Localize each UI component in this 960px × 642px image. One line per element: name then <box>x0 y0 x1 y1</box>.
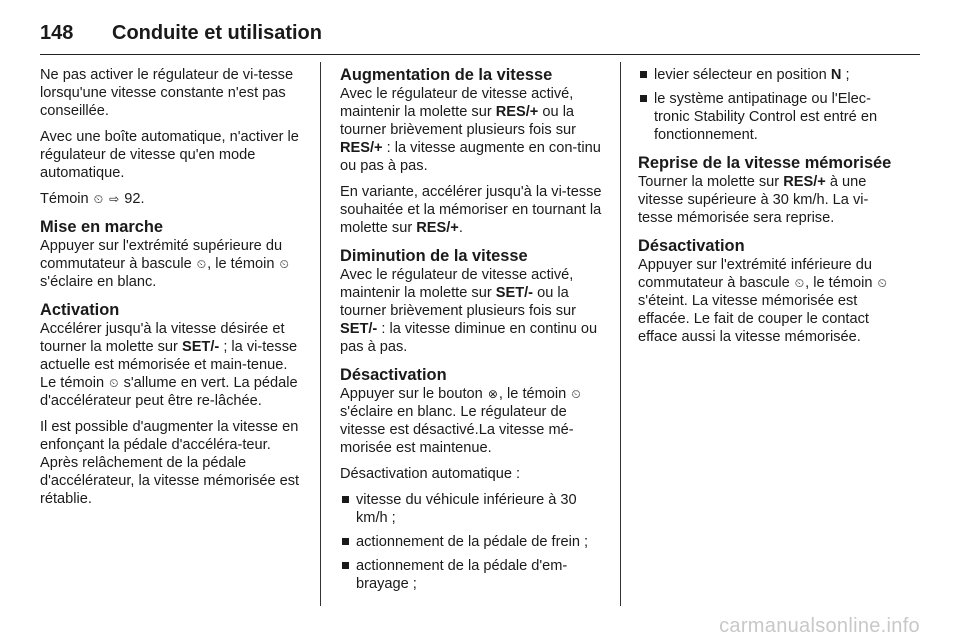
text: : la vitesse diminue en continu ou pas à pas. <box>340 321 598 355</box>
bullet-list <box>340 491 602 593</box>
text: , le témoin <box>498 386 567 402</box>
paragraph: Avec une boîte automatique, n'activer le régulateur de vitesse qu'en mode automatique. <box>40 129 299 181</box>
text: ou la tourner brièvement plusieurs fois sur <box>340 104 577 138</box>
text: Appuyer sur l'extrémité supérieure du commutateur à bascule <box>40 238 283 272</box>
control-label: SET/- <box>181 339 220 355</box>
text: à une vitesse supérieure à 30 km/h. La vi-tesse mémorisée sera reprise. <box>638 174 869 226</box>
text: ; la vi-tesse actuelle est mémorisée et main-tenue. Le témoin <box>40 339 298 391</box>
paragraph: Ne pas activer le régulateur de vi-tesse lorsqu'une vitesse constante n'est pas conseillée. <box>40 67 294 119</box>
text: levier sélecteur en position <box>654 67 827 83</box>
cruise-control-icon: ⏲ <box>279 257 289 271</box>
paragraph <box>638 256 900 346</box>
text: Appuyer sur l'extrémité inférieure du commutateur à bascule <box>638 257 872 291</box>
page-link[interactable]: 92. <box>124 191 145 207</box>
cruise-control-icon: ⏲ <box>109 376 119 390</box>
page-title: Conduite et utilisation <box>112 21 322 44</box>
list-item <box>638 66 900 84</box>
text: s'éteint. La vitesse mémorisée est effacée. Le fait de couper le contact efface aussi la vitesse mémorisée. <box>638 293 869 345</box>
text: , le témoin <box>805 275 873 291</box>
gear-position: N <box>830 67 842 83</box>
cruise-control-icon: ⏲ <box>877 276 887 290</box>
text: , le témoin <box>207 256 275 272</box>
paragraph: Il est possible d'augmenter la vitesse en enfonçant la pédale d'accéléra-teur. Après relâchement de la pédale d'accélérateur, la vitesse mémorisée est rétablie. <box>40 419 300 507</box>
bullet-list <box>638 66 900 144</box>
paragraph <box>40 190 302 208</box>
section-heading: Activation <box>40 301 120 319</box>
column-3 <box>638 66 900 354</box>
list-item: le système antipatinage ou l'Elec-tronic Stability Control est entré en fonctionnement. <box>638 90 900 144</box>
text: Témoin <box>40 191 89 207</box>
page-header <box>40 18 920 48</box>
text: Accélérer jusqu'à la vitesse désirée et tourner la molette sur <box>40 321 285 355</box>
paragraph <box>340 266 602 356</box>
cruise-control-icon: ⏲ <box>571 387 581 401</box>
control-label: SET/- <box>340 321 378 337</box>
control-label: RES/+ <box>783 174 826 190</box>
text: Appuyer sur le bouton <box>340 386 483 402</box>
text: : la vitesse augmente en con-tinu ou pas à pas. <box>340 140 601 174</box>
cancel-button-icon: ⊗ <box>487 387 498 401</box>
control-label: RES/+ <box>416 220 459 236</box>
text: ; <box>845 67 850 83</box>
cruise-control-icon: ⏲ <box>93 192 104 206</box>
column-1 <box>40 66 302 516</box>
column-divider <box>320 62 321 606</box>
text: En variante, accélérer jusqu'à la vi-tesse souhaitée et la mémoriser en tournant la molette sur <box>340 184 602 236</box>
text: . <box>458 220 463 236</box>
cruise-control-icon: ⏲ <box>196 257 207 271</box>
paragraph <box>40 237 302 291</box>
section-heading: Augmentation de la vitesse <box>340 66 553 84</box>
watermark: carmanualsonline.info <box>719 615 920 637</box>
column-divider <box>620 62 621 606</box>
text: Avec le régulateur de vitesse activé, maintenir la molette sur <box>340 267 574 301</box>
section-heading: Mise en marche <box>40 218 163 236</box>
text: s'éclaire en blanc. <box>40 274 157 290</box>
section-heading: Reprise de la vitesse mémorisée <box>638 154 892 172</box>
paragraph: Désactivation automatique : <box>340 466 521 482</box>
text: s'allume en vert. La pédale d'accélérateur peut être re-lâchée. <box>40 375 298 409</box>
column-2 <box>340 66 602 601</box>
control-label: SET/- <box>495 285 534 301</box>
page-number: 148 <box>40 21 74 44</box>
paragraph <box>340 85 602 175</box>
section-heading: Désactivation <box>638 237 745 255</box>
cruise-control-icon: ⏲ <box>794 276 805 290</box>
header-rule <box>40 54 920 55</box>
control-label: RES/+ <box>340 140 383 156</box>
paragraph <box>638 173 900 227</box>
text: Tourner la molette sur <box>638 174 780 190</box>
section-heading: Désactivation <box>340 366 447 384</box>
paragraph <box>340 183 602 237</box>
paragraph <box>340 385 602 457</box>
text: Avec le régulateur de vitesse activé, maintenir la molette sur <box>340 86 574 120</box>
list-item: actionnement de la pédale de frein ; <box>340 533 602 551</box>
paragraph <box>40 320 302 410</box>
control-label: RES/+ <box>495 104 539 120</box>
page-reference-icon: ⇨ <box>109 192 120 206</box>
section-heading: Diminution de la vitesse <box>340 247 528 265</box>
text: s'éclaire en blanc. Le régulateur de vitesse est désactivé.La vitesse mé-morisée est maintenue. <box>340 404 574 456</box>
list-item: actionnement de la pédale d'em-brayage ; <box>340 557 602 593</box>
text: ou la tourner brièvement plusieurs fois sur <box>340 285 577 319</box>
list-item: vitesse du véhicule inférieure à 30 km/h ; <box>340 491 602 527</box>
